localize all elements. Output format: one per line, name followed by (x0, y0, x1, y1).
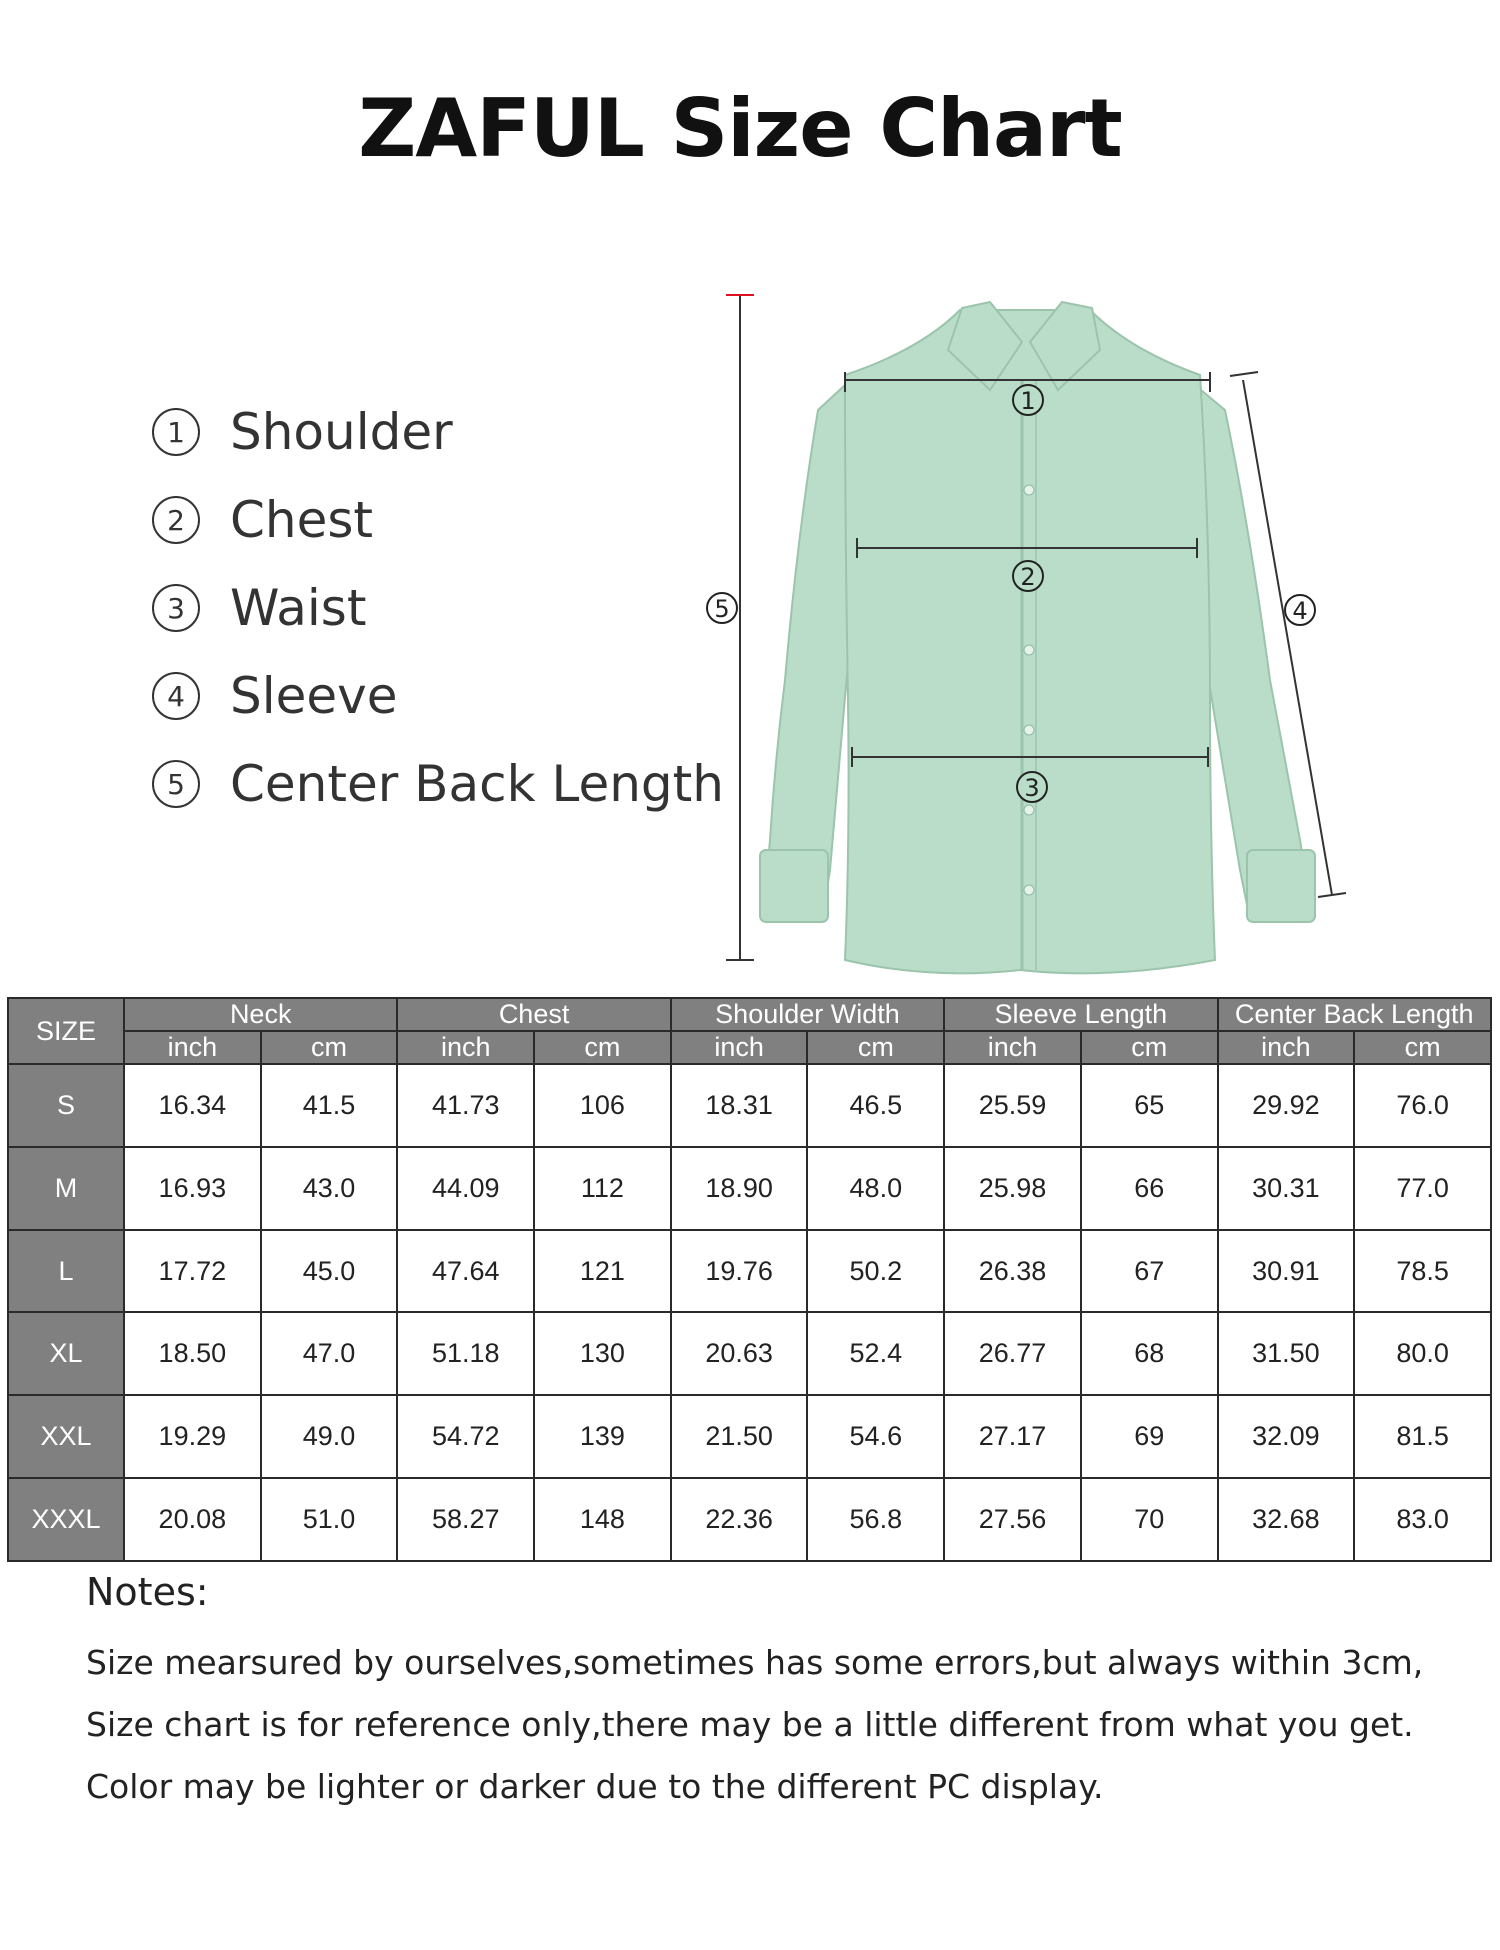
table-cell: 77.0 (1354, 1147, 1491, 1230)
legend-item-center-back-length (152, 740, 724, 828)
table-body (8, 1064, 1491, 1561)
table-cell: 56.8 (807, 1478, 944, 1561)
notes-line: Size chart is for reference only,there may be a little different from what you get. (86, 1705, 1414, 1744)
legend-number: 2 (152, 496, 200, 544)
legend-number: 4 (152, 672, 200, 720)
size-label: XL (8, 1312, 124, 1395)
table-cell: 25.59 (944, 1064, 1081, 1147)
shirt-button (1024, 805, 1034, 815)
legend-item-shoulder (152, 388, 724, 476)
table-cell: 27.56 (944, 1478, 1081, 1561)
shirt-button (1024, 725, 1034, 735)
legend-item-sleeve (152, 652, 724, 740)
table-cell: 83.0 (1354, 1478, 1491, 1561)
table-cell: 52.4 (807, 1312, 944, 1395)
size-label: XXL (8, 1395, 124, 1478)
shirt-button (1024, 645, 1034, 655)
table-cell: 47.64 (397, 1230, 534, 1313)
legend-label: Sleeve (230, 667, 398, 725)
svg-text:4: 4 (1292, 597, 1308, 625)
legend-item-waist (152, 564, 724, 652)
table-cell: 76.0 (1354, 1064, 1491, 1147)
table-cell: 18.50 (124, 1312, 261, 1395)
table-cell: 44.09 (397, 1147, 534, 1230)
notes-line: Color may be lighter or darker due to the different PC display. (86, 1767, 1104, 1806)
marker-1 (1013, 385, 1043, 415)
table-cell: 31.50 (1218, 1312, 1355, 1395)
unit-header-inch: inch (1218, 1031, 1355, 1064)
table-cell: 29.92 (1218, 1064, 1355, 1147)
table-cell: 16.93 (124, 1147, 261, 1230)
legend-number: 3 (152, 584, 200, 632)
table-cell: 26.77 (944, 1312, 1081, 1395)
table-cell: 20.08 (124, 1478, 261, 1561)
table-cell: 18.31 (671, 1064, 808, 1147)
table-cell: 30.31 (1218, 1147, 1355, 1230)
table-cell: 19.76 (671, 1230, 808, 1313)
marker-2 (1013, 561, 1043, 591)
svg-text:3: 3 (1024, 774, 1040, 802)
size-column-header: SIZE (8, 998, 124, 1064)
table-cell: 112 (534, 1147, 671, 1230)
table-cell: 32.09 (1218, 1395, 1355, 1478)
unit-header-inch: inch (397, 1031, 534, 1064)
group-header-neck: Neck (124, 998, 397, 1031)
table-cell: 18.90 (671, 1147, 808, 1230)
table-cell: 41.5 (261, 1064, 398, 1147)
table-group-header-row (8, 998, 1491, 1031)
notes-line: Size mearsured by ourselves,sometimes has some errors,but always within 3cm, (86, 1643, 1424, 1682)
table-cell: 48.0 (807, 1147, 944, 1230)
group-header-center-back-length: Center Back Length (1218, 998, 1491, 1031)
table-cell: 22.36 (671, 1478, 808, 1561)
unit-header-cm: cm (534, 1031, 671, 1064)
marker-4 (1285, 595, 1315, 625)
unit-header-cm: cm (807, 1031, 944, 1064)
legend-label: Chest (230, 491, 374, 549)
unit-header-cm: cm (1354, 1031, 1491, 1064)
group-header-sleeve-length: Sleeve Length (944, 998, 1217, 1031)
table-cell: 66 (1081, 1147, 1218, 1230)
shirt-button (1024, 485, 1034, 495)
table-cell: 45.0 (261, 1230, 398, 1313)
table-unit-header-row (8, 1031, 1491, 1064)
shirt-button (1024, 885, 1034, 895)
table-row (8, 1147, 1491, 1230)
table-cell: 67 (1081, 1230, 1218, 1313)
table-cell: 54.6 (807, 1395, 944, 1478)
table-cell: 54.72 (397, 1395, 534, 1478)
table-cell: 78.5 (1354, 1230, 1491, 1313)
size-label: S (8, 1064, 124, 1147)
legend-label: Waist (230, 579, 367, 637)
table-cell: 47.0 (261, 1312, 398, 1395)
table-cell: 148 (534, 1478, 671, 1561)
notes-section (86, 1570, 1423, 1818)
table-row (8, 1478, 1491, 1561)
shirt-measurement-diagram (690, 280, 1350, 980)
table-cell: 51.18 (397, 1312, 534, 1395)
page-title: ZAFUL Size Chart (358, 82, 1122, 175)
size-label: XXXL (8, 1478, 124, 1561)
legend-label: Center Back Length (230, 755, 724, 813)
table-cell: 46.5 (807, 1064, 944, 1147)
unit-header-cm: cm (261, 1031, 398, 1064)
size-label: L (8, 1230, 124, 1313)
unit-header-cm: cm (1081, 1031, 1218, 1064)
table-cell: 58.27 (397, 1478, 534, 1561)
table-cell: 50.2 (807, 1230, 944, 1313)
svg-text:1: 1 (1020, 387, 1036, 415)
table-cell: 26.38 (944, 1230, 1081, 1313)
table-cell: 70 (1081, 1478, 1218, 1561)
table-cell: 139 (534, 1395, 671, 1478)
table-cell: 68 (1081, 1312, 1218, 1395)
table-cell: 17.72 (124, 1230, 261, 1313)
table-row (8, 1064, 1491, 1147)
table-cell: 32.68 (1218, 1478, 1355, 1561)
table-row (8, 1312, 1491, 1395)
table-cell: 19.29 (124, 1395, 261, 1478)
table-row (8, 1230, 1491, 1313)
table-cell: 43.0 (261, 1147, 398, 1230)
size-table (7, 997, 1492, 1562)
table-cell: 69 (1081, 1395, 1218, 1478)
measurement-legend (152, 388, 724, 828)
group-header-chest: Chest (397, 998, 670, 1031)
table-cell: 20.63 (671, 1312, 808, 1395)
legend-item-chest (152, 476, 724, 564)
table-cell: 27.17 (944, 1395, 1081, 1478)
table-cell: 21.50 (671, 1395, 808, 1478)
legend-label: Shoulder (230, 403, 453, 461)
unit-header-inch: inch (124, 1031, 261, 1064)
table-row (8, 1395, 1491, 1478)
table-cell: 41.73 (397, 1064, 534, 1147)
unit-header-inch: inch (944, 1031, 1081, 1064)
legend-number: 1 (152, 408, 200, 456)
table-cell: 49.0 (261, 1395, 398, 1478)
table-cell: 130 (534, 1312, 671, 1395)
size-label: M (8, 1147, 124, 1230)
table-cell: 65 (1081, 1064, 1218, 1147)
svg-text:5: 5 (714, 595, 730, 623)
svg-text:2: 2 (1020, 563, 1036, 591)
table-cell: 106 (534, 1064, 671, 1147)
unit-header-inch: inch (671, 1031, 808, 1064)
legend-number: 5 (152, 760, 200, 808)
marker-5 (707, 593, 737, 623)
table-cell: 30.91 (1218, 1230, 1355, 1313)
table-cell: 81.5 (1354, 1395, 1491, 1478)
notes-title: Notes: (86, 1570, 209, 1614)
table-cell: 80.0 (1354, 1312, 1491, 1395)
marker-3 (1017, 772, 1047, 802)
table-cell: 25.98 (944, 1147, 1081, 1230)
table-cell: 51.0 (261, 1478, 398, 1561)
group-header-shoulder-width: Shoulder Width (671, 998, 944, 1031)
table-cell: 121 (534, 1230, 671, 1313)
table-cell: 16.34 (124, 1064, 261, 1147)
